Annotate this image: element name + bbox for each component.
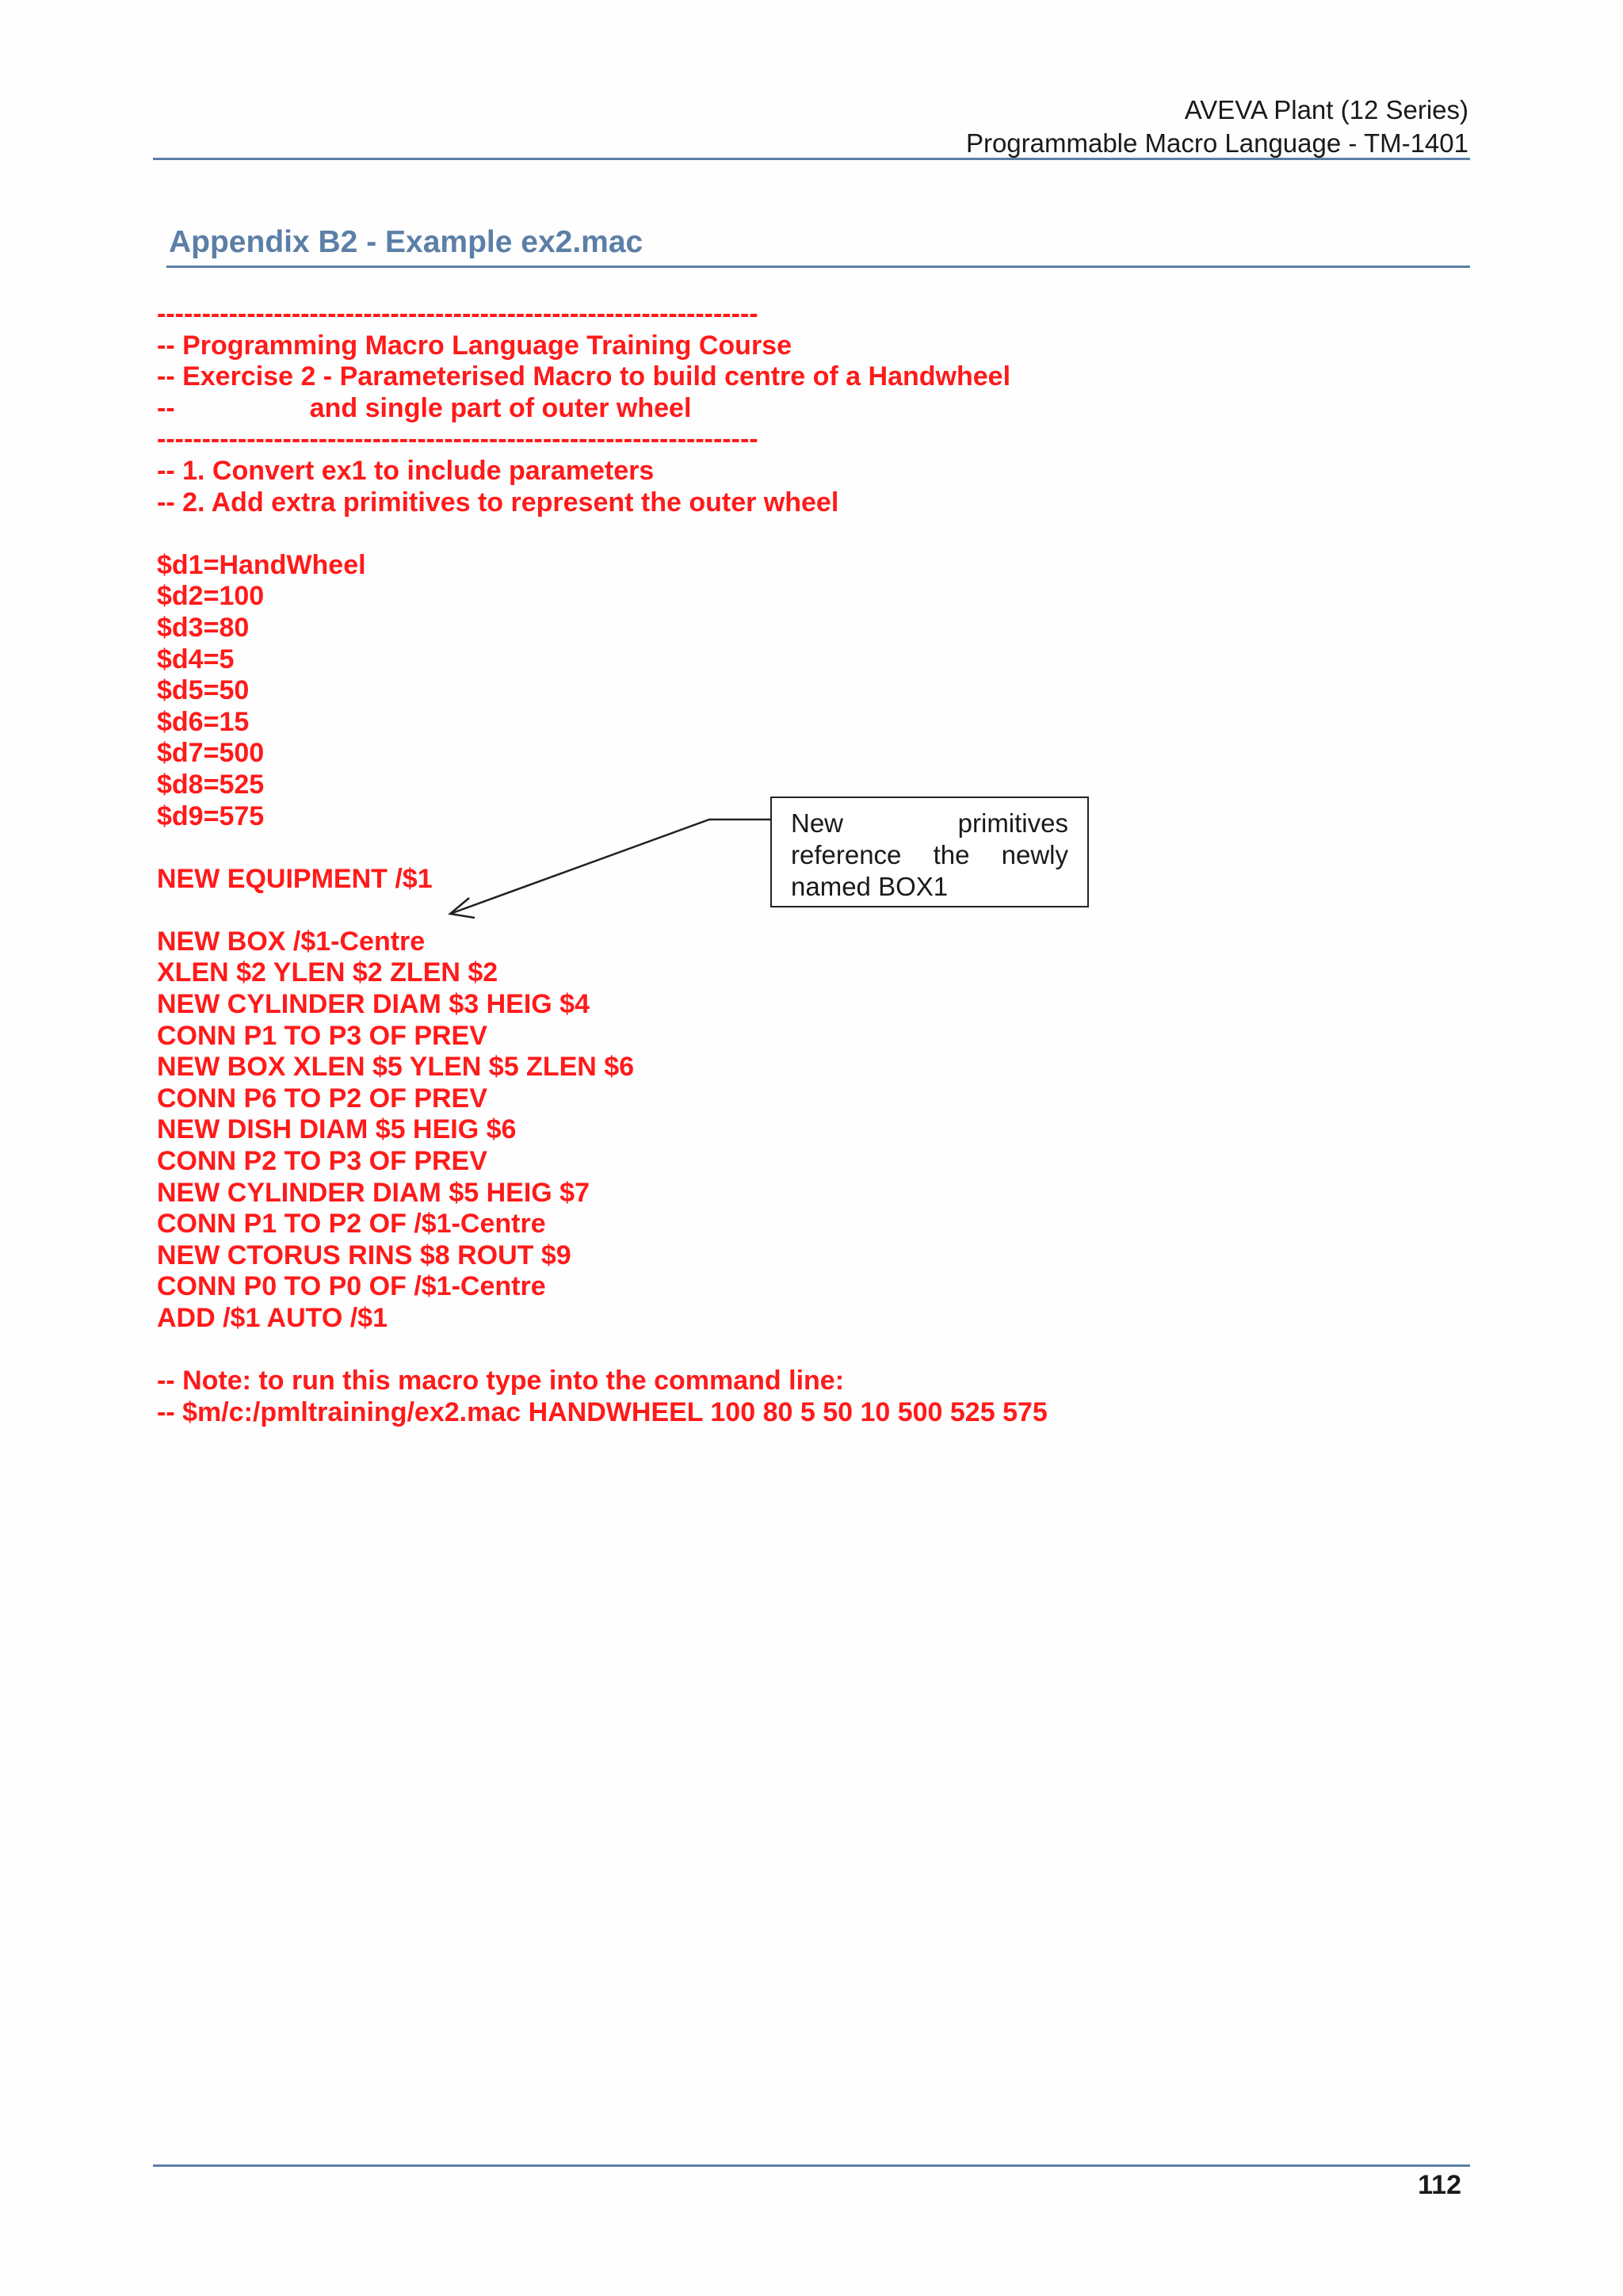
code-line: $d9=575 [157,800,265,831]
section-title: Appendix B2 - Example ex2.mac [169,225,643,259]
code-line: NEW CYLINDER DIAM $5 HEIG $7 [157,1177,590,1208]
code-line: ------------------------------------------------------------------- [157,299,758,329]
callout-word: reference [791,840,902,869]
section-divider [166,266,1470,268]
code-line: -- 1. Convert ex1 to include parameters [157,455,655,486]
code-line: CONN P2 TO P3 OF PREV [157,1146,487,1177]
page-header [966,94,1468,160]
callout-box [770,797,1089,907]
callout-line-1 [791,808,1068,839]
page-number: 112 [1418,2170,1461,2200]
callout-word: newly [1001,840,1068,869]
code-line: -- Programming Macro Language Training Course [157,330,792,361]
code-line: $d1=HandWheel [157,549,366,580]
callout-word: the [933,840,970,869]
code-line: ADD /$1 AUTO /$1 [157,1303,388,1333]
code-line: NEW CYLINDER DIAM $3 HEIG $4 [157,989,590,1020]
code-line: CONN P6 TO P2 OF PREV [157,1083,487,1114]
code-line: $d6=15 [157,706,250,737]
code-blank-line [157,1335,1048,1366]
code-line: $d7=500 [157,738,265,769]
callout-word: New [791,808,844,838]
footer-divider [153,2164,1470,2167]
code-line: CONN P0 TO P0 OF /$1-Centre [157,1271,546,1302]
code-line: -- Exercise 2 - Parameterised Macro to build centre of a Handwheel [157,361,1011,392]
callout-line-3: named BOX1 [791,872,949,901]
code-line: -- 2. Add extra primitives to represent the outer wheel [157,487,839,518]
code-line: $d5=50 [157,675,250,706]
header-divider [153,158,1470,160]
header-product-title: AVEVA Plant (12 Series) [1184,95,1468,124]
code-line: NEW EQUIPMENT /$1 [157,863,433,894]
code-line: $d8=525 [157,769,265,800]
code-line: $d3=80 [157,612,250,643]
code-line: -- and single part of outer wheel [157,392,692,423]
header-course-title: Programmable Macro Language - TM-1401 [965,128,1468,158]
code-line: NEW DISH DIAM $5 HEIG $6 [157,1114,517,1145]
callout-line-2 [791,839,1068,871]
code-blank-line [157,518,1048,550]
code-line: NEW BOX XLEN $5 YLEN $5 ZLEN $6 [157,1052,635,1083]
code-line: CONN P1 TO P2 OF /$1-Centre [157,1209,546,1240]
code-line: $d2=100 [157,581,265,612]
code-line: -- $m/c:/pmltraining/ex2.mac HANDWHEEL 100 80 5 50 10 500 525 575 [157,1396,1048,1427]
code-line: NEW BOX /$1-Centre [157,926,426,957]
code-line: CONN P1 TO P3 OF PREV [157,1020,487,1051]
code-line: NEW CTORUS RINS $8 ROUT $9 [157,1240,571,1270]
callout-word: primitives [957,808,1068,838]
code-line: XLEN $2 YLEN $2 ZLEN $2 [157,957,498,988]
code-line: $d4=5 [157,644,235,674]
code-line: ------------------------------------------------------------------- [157,424,758,455]
code-line: -- Note: to run this macro type into the command line: [157,1366,845,1396]
